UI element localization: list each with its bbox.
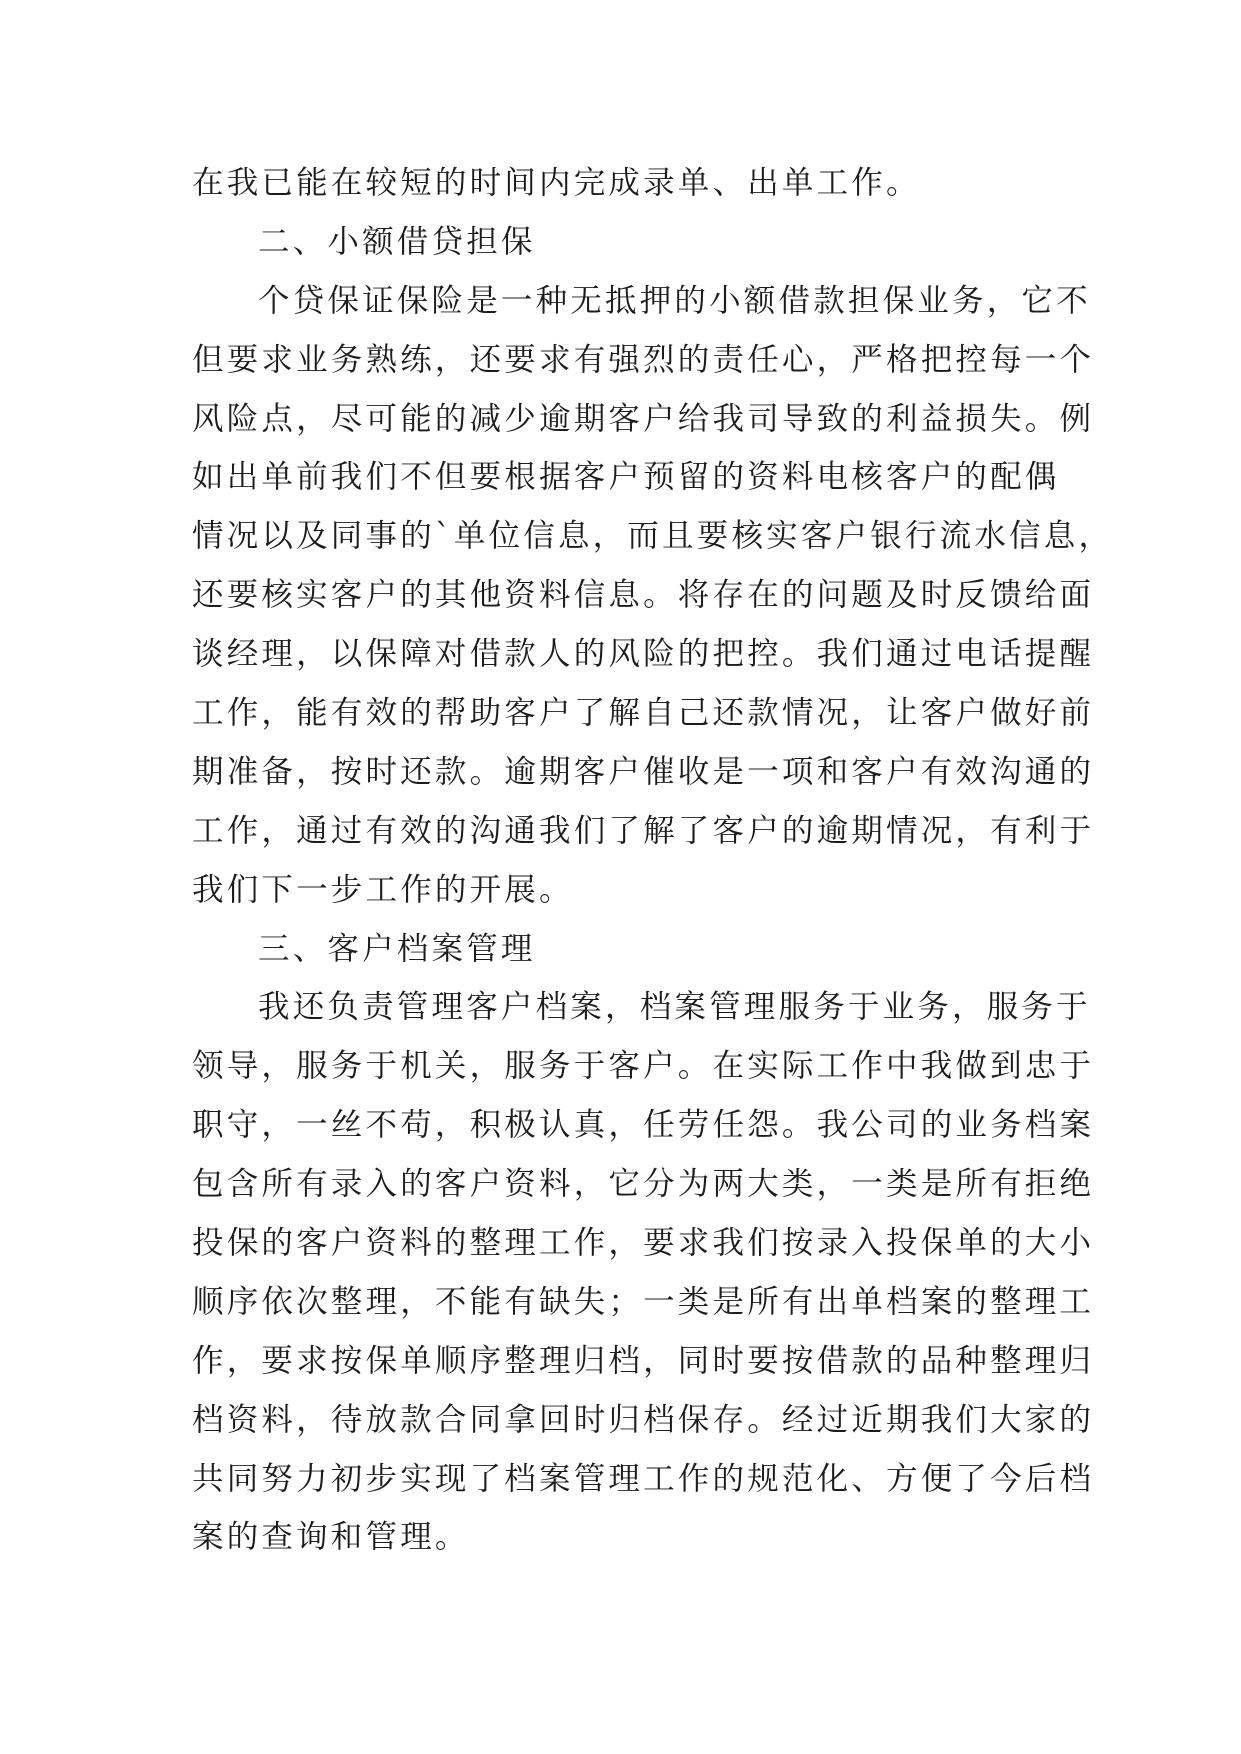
body-line: 作，要求按保单顺序整理归档，同时要按借款的品种整理归 [192, 1342, 1095, 1379]
body-line: 谈经理，以保障对借款人的风险的把控。我们通过电话提醒 [192, 636, 1095, 673]
body-line: 期准备，按时还款。逾期客户催收是一项和客户有效沟通的 [192, 753, 1095, 790]
body-line: 共同努力初步实现了档案管理工作的规范化、方便了今后档 [192, 1460, 1095, 1497]
body-line: 包含所有录入的客户资料，它分为两大类，一类是所有拒绝 [192, 1166, 1095, 1203]
body-line: 风险点，尽可能的减少逾期客户给我司导致的利益损失。例 [192, 400, 1095, 437]
body-line: 但要求业务熟练，还要求有强烈的责任心，严格把控每一个 [192, 341, 1095, 378]
body-line: 工作，能有效的帮助客户了解自己还款情况，让客户做好前 [192, 695, 1095, 732]
body-line: 职守，一丝不苟，积极认真，任劳任怨。我公司的业务档案 [192, 1107, 1095, 1144]
body-line: 投保的客户资料的整理工作，要求我们按录入投保单的大小 [192, 1225, 1095, 1262]
paragraph-start: 我还负责管理客户档案，档案管理服务于业务，服务于 [258, 989, 1091, 1026]
paragraph-start: 个贷保证保险是一种无抵押的小额借款担保业务，它不 [258, 282, 1091, 319]
body-line: 档资料，待放款合同拿回时归档保存。经过近期我们大家的 [192, 1401, 1095, 1438]
body-line: 我们下一步工作的开展。 [192, 871, 574, 908]
body-line: 如出单前我们不但要根据客户预留的资料电核客户的配偶 [192, 459, 1060, 496]
body-line: 还要核实客户的其他资料信息。将存在的问题及时反馈给面 [192, 577, 1095, 614]
body-line: 顺序依次整理，不能有缺失；一类是所有出单档案的整理工 [192, 1283, 1095, 1320]
body-line: 案的查询和管理。 [192, 1519, 470, 1556]
section-heading-3: 三、客户档案管理 [258, 930, 536, 967]
body-line: 领导，服务于机关，服务于客户。在实际工作中我做到忠于 [192, 1048, 1095, 1085]
body-line: 在我已能在较短的时间内完成录单、出单工作。 [192, 165, 921, 201]
body-line: 工作，通过有效的沟通我们了解了客户的逾期情况，有利于 [192, 812, 1095, 849]
document-body [192, 154, 1114, 1567]
body-line: 情况以及同事的`单位信息，而且要核实客户银行流水信息， [192, 518, 1114, 555]
section-heading-2: 二、小额借贷担保 [258, 223, 536, 260]
